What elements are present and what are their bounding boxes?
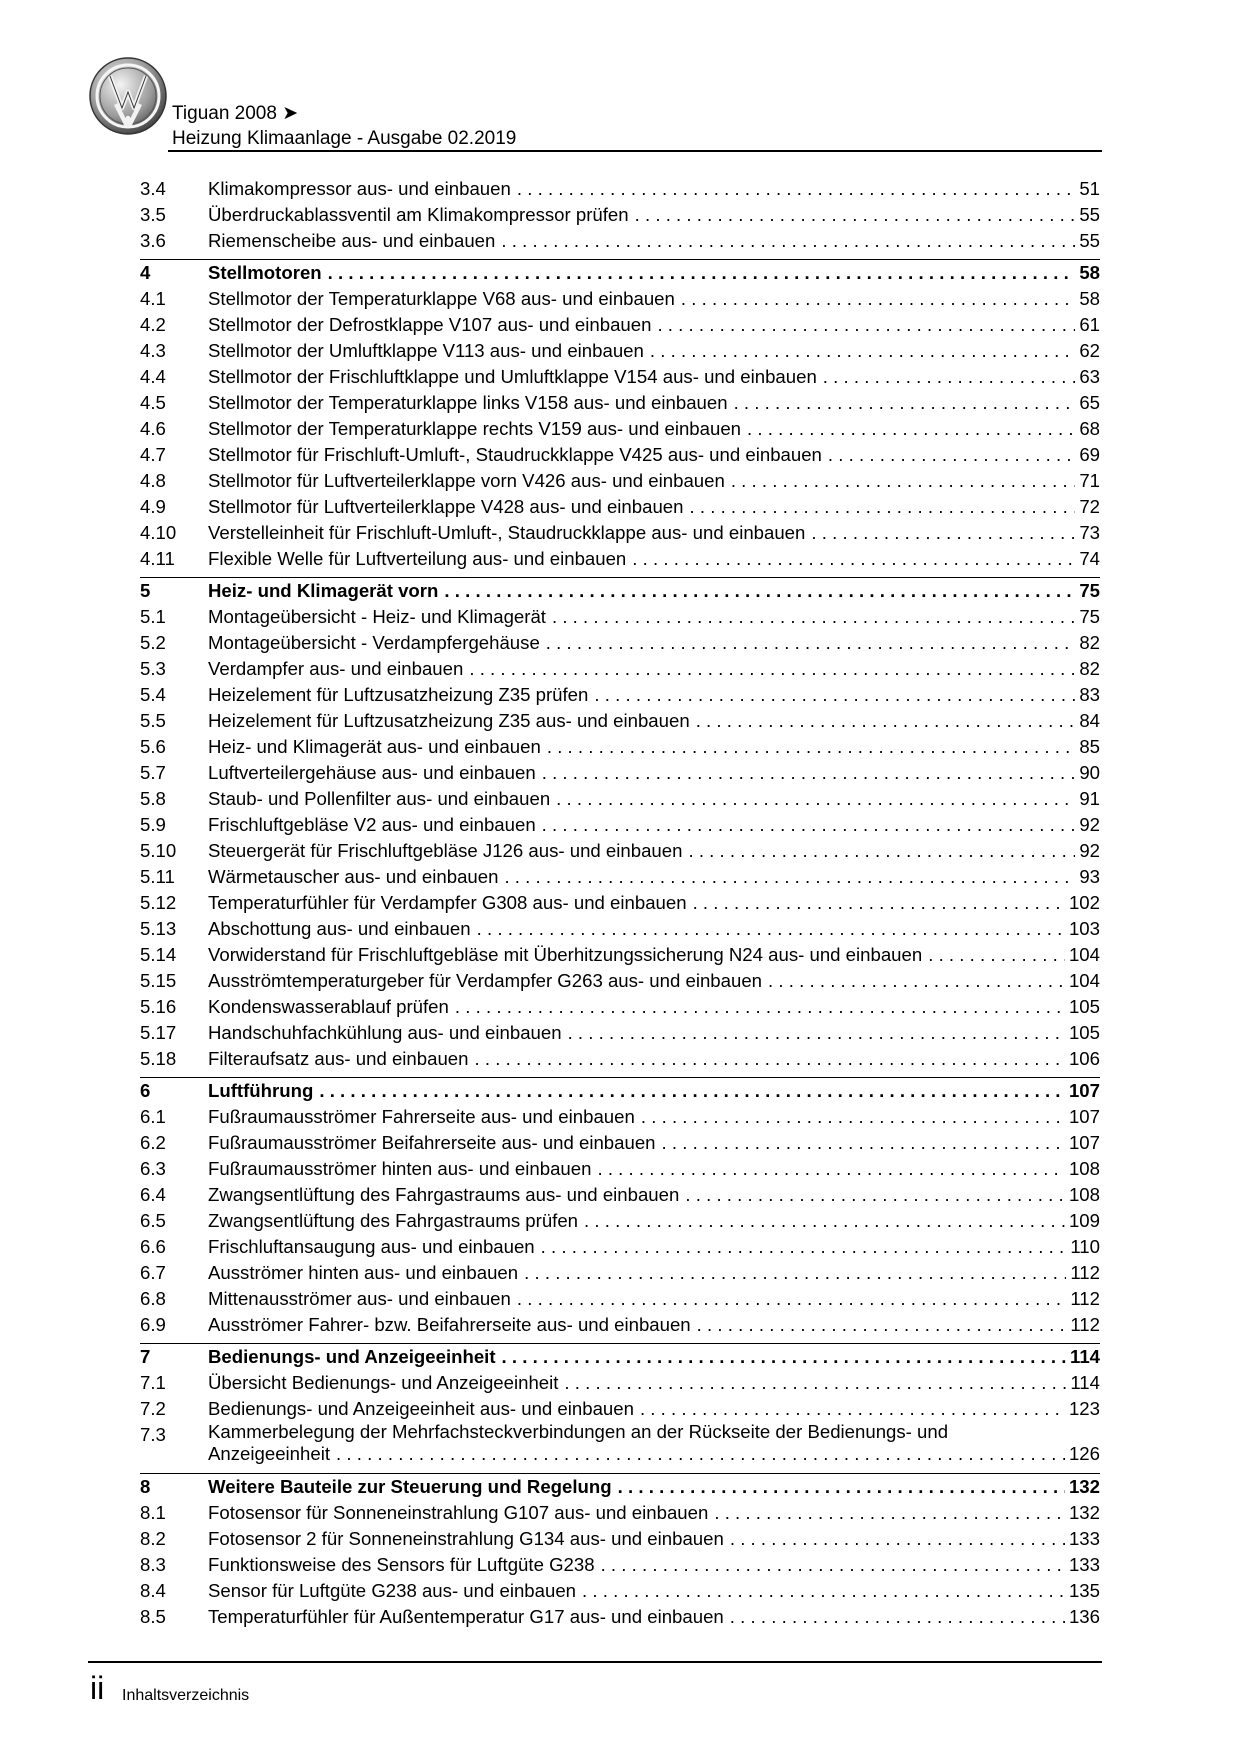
toc-entry-title: Stellmotor für Luftverteilerklappe vorn V426 aus- und einbauen xyxy=(208,468,731,494)
toc-entry-number: 6.1 xyxy=(140,1106,166,1127)
toc-entry-page: 107 xyxy=(1065,1104,1100,1130)
toc-leader-dots xyxy=(504,864,1075,890)
toc-entry-number: 5.17 xyxy=(140,1022,177,1043)
header-divider xyxy=(168,150,1102,152)
toc-entry-title: Heiz- und Klimagerät vorn xyxy=(208,578,444,604)
toc-entry-title: Stellmotor der Temperaturklappe links V158 aus- und einbauen xyxy=(208,390,734,416)
toc-entry-title: Frischluftgebläse V2 aus- und einbauen xyxy=(208,812,542,838)
toc-entry-page: 112 xyxy=(1066,1286,1100,1312)
toc-entry-page: 112 xyxy=(1066,1312,1100,1338)
toc-entry-number: 5.6 xyxy=(140,736,166,757)
toc-entry-number: 5 xyxy=(140,580,151,601)
toc-entry-number: 4.1 xyxy=(140,288,166,309)
toc-entry-title: Kondenswasserablauf prüfen xyxy=(208,994,455,1020)
toc-chapter-entry[interactable] xyxy=(140,1343,1100,1370)
toc-entry[interactable] xyxy=(140,228,1100,254)
toc-entry[interactable] xyxy=(140,786,1100,812)
toc-leader-dots xyxy=(650,338,1075,364)
toc-entry-page: 55 xyxy=(1075,228,1100,254)
toc-entry-page: 90 xyxy=(1075,760,1100,786)
toc-entry-title: Stellmotor der Temperaturklappe rechts V159 aus- und einbauen xyxy=(208,416,747,442)
toc-entry[interactable] xyxy=(140,468,1100,494)
toc-entry-page: 107 xyxy=(1065,1130,1100,1156)
toc-leader-dots xyxy=(517,176,1075,202)
toc-entry-number: 5.10 xyxy=(140,840,177,861)
toc-entry-page: 136 xyxy=(1065,1604,1100,1630)
toc-entry-number: 6.4 xyxy=(140,1184,166,1205)
toc-entry-title: Sensor für Luftgüte G238 aus- und einbauen xyxy=(208,1578,582,1604)
toc-chapter-entry[interactable] xyxy=(140,577,1100,604)
toc-entry-title: Weitere Bauteile zur Steuerung und Regelung xyxy=(208,1474,618,1500)
toc-entry-page: 91 xyxy=(1075,786,1100,812)
toc-entry-page: 112 xyxy=(1066,1260,1100,1286)
toc-entry-title: Frischluftansaugung aus- und einbauen xyxy=(208,1234,541,1260)
footer-section-label: Inhaltsverzeichnis xyxy=(122,1687,250,1704)
toc-entry[interactable] xyxy=(140,1020,1100,1046)
toc-entry-title: Luftführung xyxy=(208,1078,319,1104)
toc-entry-page: 107 xyxy=(1065,1078,1100,1104)
toc-entry-number: 6.5 xyxy=(140,1210,166,1231)
toc-entry-title: Filteraufsatz aus- und einbauen xyxy=(208,1046,474,1072)
toc-entry-title: Funktionsweise des Sensors für Luftgüte G238 xyxy=(208,1552,601,1578)
toc-entry[interactable] xyxy=(140,864,1100,890)
toc-leader-dots xyxy=(501,228,1075,254)
page-header xyxy=(0,0,1240,160)
toc-leader-dots xyxy=(582,1578,1065,1604)
toc-entry-number: 6.8 xyxy=(140,1288,166,1309)
toc-entry-page: 133 xyxy=(1065,1526,1100,1552)
toc-entry-page: 74 xyxy=(1075,546,1100,572)
toc-entry[interactable] xyxy=(140,1104,1100,1130)
toc-entry[interactable] xyxy=(140,286,1100,312)
toc-entry-number: 5.8 xyxy=(140,788,166,809)
toc-entry[interactable] xyxy=(140,1526,1100,1552)
toc-entry-title: Heiz- und Klimagerät aus- und einbauen xyxy=(208,734,547,760)
toc-entry-page: 68 xyxy=(1075,416,1100,442)
toc-entry[interactable] xyxy=(140,656,1100,682)
document-title: Tiguan 2008 ➤ xyxy=(172,103,299,124)
toc-entry-title: Temperaturfühler für Außentemperatur G17 aus- und einbauen xyxy=(208,1604,730,1630)
toc-entry-number: 8.4 xyxy=(140,1580,166,1601)
toc-leader-dots xyxy=(502,1344,1066,1370)
toc-leader-dots xyxy=(618,1474,1065,1500)
toc-leader-dots xyxy=(469,656,1075,682)
toc-entry-page: 71 xyxy=(1075,468,1100,494)
toc-entry-title: Mittenausströmer aus- und einbauen xyxy=(208,1286,517,1312)
toc-entry[interactable] xyxy=(140,1312,1100,1338)
toc-entry-number: 5.16 xyxy=(140,996,177,1017)
toc-entry-title: Stellmotor der Defrostklappe V107 aus- und einbauen xyxy=(208,312,657,338)
toc-entry-number: 8.3 xyxy=(140,1554,166,1575)
toc-entry-page: 73 xyxy=(1075,520,1100,546)
toc-entry-title: Übersicht Bedienungs- und Anzeigeeinheit xyxy=(208,1370,564,1396)
toc-entry-number: 5.15 xyxy=(140,970,177,991)
toc-entry-page: 58 xyxy=(1075,260,1100,286)
toc-leader-dots xyxy=(697,1312,1067,1338)
toc-entry-number: 4.10 xyxy=(140,522,177,543)
toc-leader-dots xyxy=(635,202,1076,228)
toc-entry-title: Stellmotor der Umluftklappe V113 aus- und einbauen xyxy=(208,338,650,364)
toc-entry-number: 8.5 xyxy=(140,1606,166,1627)
vw-logo-icon xyxy=(88,56,168,136)
toc-leader-dots xyxy=(444,578,1075,604)
toc-leader-dots xyxy=(828,442,1075,468)
toc-leader-dots xyxy=(641,1104,1065,1130)
toc-leader-dots xyxy=(714,1500,1065,1526)
toc-leader-dots xyxy=(928,942,1065,968)
toc-entry[interactable] xyxy=(140,202,1100,228)
toc-entry-title: Verstelleinheit für Frischluft-Umluft-, Staudruckklappe aus- und einbauen xyxy=(208,520,811,546)
toc-entry[interactable] xyxy=(140,994,1100,1020)
toc-leader-dots xyxy=(564,1370,1066,1396)
toc-entry[interactable] xyxy=(140,682,1100,708)
toc-leader-dots xyxy=(689,494,1075,520)
toc-entry[interactable] xyxy=(140,546,1100,572)
toc-leader-dots xyxy=(552,604,1075,630)
toc-entry[interactable] xyxy=(140,364,1100,390)
toc-entry-title: Riemenscheibe aus- und einbauen xyxy=(208,228,501,254)
toc-leader-dots xyxy=(455,994,1065,1020)
toc-entry-page: 72 xyxy=(1075,494,1100,520)
toc-entry-number: 5.12 xyxy=(140,892,177,913)
toc-entry[interactable] xyxy=(140,942,1100,968)
toc-entry-number: 7.2 xyxy=(140,1398,166,1419)
toc-entry-page: 105 xyxy=(1065,1020,1100,1046)
toc-entry-number: 8 xyxy=(140,1476,151,1497)
toc-leader-dots xyxy=(681,286,1075,312)
toc-leader-dots xyxy=(597,1156,1065,1182)
toc-entry-title: Zwangsentlüftung des Fahrgastraums prüfen xyxy=(208,1208,584,1234)
toc-leader-dots xyxy=(474,1046,1064,1072)
toc-entry-number: 8.1 xyxy=(140,1502,166,1523)
toc-entry[interactable] xyxy=(140,1578,1100,1604)
toc-entry-number: 4.7 xyxy=(140,444,166,465)
toc-leader-dots xyxy=(768,968,1065,994)
toc-entry-number: 4.9 xyxy=(140,496,166,517)
toc-leader-dots xyxy=(640,1396,1065,1422)
toc-entry[interactable] xyxy=(140,176,1100,202)
toc-leader-dots xyxy=(336,1442,1065,1466)
toc-entry-title: Flexible Welle für Luftverteilung aus- und einbauen xyxy=(208,546,632,572)
toc-entry-number: 6.2 xyxy=(140,1132,166,1153)
toc-entry-number: 4 xyxy=(140,262,151,283)
toc-entry[interactable] xyxy=(140,1156,1100,1182)
toc-entry-title: Fotosensor für Sonneneinstrahlung G107 aus- und einbauen xyxy=(208,1500,714,1526)
toc-entry-page: 62 xyxy=(1075,338,1100,364)
toc-entry-title: Stellmotor für Frischluft-Umluft-, Staudruckklappe V425 aus- und einbauen xyxy=(208,442,828,468)
toc-entry-number: 7.3 xyxy=(140,1424,166,1445)
toc-entry-number: 4.5 xyxy=(140,392,166,413)
toc-entry-page: 108 xyxy=(1065,1182,1100,1208)
toc-entry-page: 75 xyxy=(1075,578,1100,604)
toc-entry-number: 4.6 xyxy=(140,418,166,439)
toc-entry-title: Ausströmer hinten aus- und einbauen xyxy=(208,1260,524,1286)
toc-leader-dots xyxy=(823,364,1076,390)
toc-entry-page: 135 xyxy=(1065,1578,1100,1604)
toc-entry-title: Steuergerät für Frischluftgebläse J126 aus- und einbauen xyxy=(208,838,688,864)
toc-leader-dots xyxy=(696,708,1076,734)
toc-entry-number: 5.4 xyxy=(140,684,166,705)
toc-entry-title: Verdampfer aus- und einbauen xyxy=(208,656,469,682)
toc-entry-title: Montageübersicht - Heiz- und Klimagerät xyxy=(208,604,552,630)
toc-leader-dots xyxy=(731,468,1076,494)
toc-chapter-entry[interactable] xyxy=(140,1473,1100,1500)
toc-entry[interactable] xyxy=(140,968,1100,994)
toc-entry-number: 4.3 xyxy=(140,340,166,361)
toc-entry-title: Abschottung aus- und einbauen xyxy=(208,916,477,942)
toc-entry-title: Stellmotoren xyxy=(208,260,328,286)
toc-entry-page: 104 xyxy=(1065,968,1100,994)
toc-entry[interactable] xyxy=(140,1046,1100,1072)
toc-entry-page: 92 xyxy=(1075,812,1100,838)
toc-entry-title: Luftverteilergehäuse aus- und einbauen xyxy=(208,760,542,786)
toc-entry-number: 5.9 xyxy=(140,814,166,835)
document-subtitle: Heizung Klimaanlage - Ausgabe 02.2019 xyxy=(172,128,517,149)
toc-entry[interactable] xyxy=(140,1552,1100,1578)
toc-entry-number: 7.1 xyxy=(140,1372,166,1393)
toc-entry-title: Zwangsentlüftung des Fahrgastraums aus- und einbauen xyxy=(208,1182,685,1208)
toc-entry[interactable] xyxy=(140,812,1100,838)
footer-page-number: ii xyxy=(90,1670,105,1706)
toc-entry-title: Handschuhfachkühlung aus- und einbauen xyxy=(208,1020,568,1046)
toc-leader-dots xyxy=(657,312,1075,338)
toc-entry-title: Temperaturfühler für Verdampfer G308 aus- und einbauen xyxy=(208,890,693,916)
toc-entry-page: 106 xyxy=(1065,1046,1100,1072)
toc-entry-page: 114 xyxy=(1066,1370,1100,1396)
toc-leader-dots xyxy=(734,390,1076,416)
toc-entry-page: 51 xyxy=(1075,176,1100,202)
toc-entry-title: Staub- und Pollenfilter aus- und einbauen xyxy=(208,786,556,812)
toc-entry-number: 5.3 xyxy=(140,658,166,679)
toc-entry-number: 4.4 xyxy=(140,366,166,387)
toc-entry-number: 6.3 xyxy=(140,1158,166,1179)
toc-entry[interactable] xyxy=(140,630,1100,656)
toc-entry-title-continued: Anzeigeeinheit xyxy=(208,1442,336,1466)
toc-entry-number: 6.9 xyxy=(140,1314,166,1335)
toc-entry-page: 63 xyxy=(1075,364,1100,390)
toc-leader-dots xyxy=(477,916,1065,942)
toc-entry[interactable] xyxy=(140,416,1100,442)
toc-entry-title: Ausströmer Fahrer- bzw. Beifahrerseite aus- und einbauen xyxy=(208,1312,697,1338)
toc-entry[interactable] xyxy=(140,520,1100,546)
toc-entry-page: 82 xyxy=(1075,630,1100,656)
toc-leader-dots xyxy=(811,520,1075,546)
toc-leader-dots xyxy=(328,260,1076,286)
toc-entry-number: 4.11 xyxy=(140,548,175,569)
toc-leader-dots xyxy=(517,1286,1067,1312)
toc-entry[interactable] xyxy=(140,838,1100,864)
toc-leader-dots xyxy=(632,546,1075,572)
toc-entry-page: 123 xyxy=(1065,1396,1100,1422)
toc-entry-title: Fußraumausströmer Beifahrerseite aus- und einbauen xyxy=(208,1130,662,1156)
toc-entry-number: 7 xyxy=(140,1346,151,1367)
toc-leader-dots xyxy=(662,1130,1065,1156)
toc-entry-page: 105 xyxy=(1065,994,1100,1020)
toc-chapter-entry[interactable] xyxy=(140,259,1100,286)
toc-entry-number: 6.7 xyxy=(140,1262,166,1283)
toc-entry[interactable] xyxy=(140,1370,1100,1396)
toc-leader-dots xyxy=(319,1078,1065,1104)
toc-entry-page: 65 xyxy=(1075,390,1100,416)
toc-leader-dots xyxy=(730,1526,1065,1552)
toc-entry[interactable] xyxy=(140,916,1100,942)
toc-leader-dots xyxy=(542,760,1076,786)
toc-entry-page: 92 xyxy=(1075,838,1100,864)
toc-leader-dots xyxy=(541,1234,1067,1260)
toc-leader-dots xyxy=(556,786,1075,812)
toc-entry-page: 83 xyxy=(1075,682,1100,708)
toc-leader-dots xyxy=(685,1182,1065,1208)
toc-entry-number: 5.14 xyxy=(140,944,177,965)
toc-entry[interactable] xyxy=(140,1422,1100,1468)
toc-entry-page: 108 xyxy=(1065,1156,1100,1182)
toc-entry-number: 5.1 xyxy=(140,606,166,627)
toc-entry-number: 8.2 xyxy=(140,1528,166,1549)
toc-entry-number: 3.6 xyxy=(140,230,166,251)
toc-entry-title: Bedienungs- und Anzeigeeinheit xyxy=(208,1344,502,1370)
toc-entry[interactable] xyxy=(140,734,1100,760)
toc-entry-page: 132 xyxy=(1065,1500,1100,1526)
toc-entry-title: Kammerbelegung der Mehrfachsteckverbindungen an der Rückseite der Bedienungs- und xyxy=(208,1421,949,1442)
toc-leader-dots xyxy=(568,1020,1065,1046)
table-of-contents xyxy=(140,176,1100,1630)
toc-leader-dots xyxy=(747,416,1075,442)
toc-entry-page: 58 xyxy=(1075,286,1100,312)
toc-entry-page: 84 xyxy=(1075,708,1100,734)
toc-entry-number: 5.11 xyxy=(140,866,175,887)
toc-entry[interactable] xyxy=(140,442,1100,468)
toc-entry-title: Fußraumausströmer Fahrerseite aus- und einbauen xyxy=(208,1104,641,1130)
toc-entry[interactable] xyxy=(140,604,1100,630)
toc-entry-page: 82 xyxy=(1075,656,1100,682)
toc-entry-page: 85 xyxy=(1075,734,1100,760)
toc-entry[interactable] xyxy=(140,1130,1100,1156)
toc-leader-dots xyxy=(524,1260,1066,1286)
toc-entry-number: 6 xyxy=(140,1080,151,1101)
toc-entry-title: Fußraumausströmer hinten aus- und einbauen xyxy=(208,1156,597,1182)
toc-entry-number: 5.13 xyxy=(140,918,177,939)
toc-leader-dots xyxy=(688,838,1075,864)
toc-entry-title: Stellmotor für Luftverteilerklappe V428 aus- und einbauen xyxy=(208,494,689,520)
toc-entry[interactable] xyxy=(140,338,1100,364)
toc-entry-page: 104 xyxy=(1065,942,1100,968)
toc-entry-page: 69 xyxy=(1075,442,1100,468)
toc-entry-title: Bedienungs- und Anzeigeeinheit aus- und einbauen xyxy=(208,1396,640,1422)
toc-entry[interactable] xyxy=(140,1396,1100,1422)
toc-entry-page: 133 xyxy=(1065,1552,1100,1578)
toc-entry-number: 4.2 xyxy=(140,314,166,335)
toc-entry-page: 103 xyxy=(1065,916,1100,942)
toc-entry-title: Klimakompressor aus- und einbauen xyxy=(208,176,517,202)
toc-entry-page: 102 xyxy=(1065,890,1100,916)
toc-entry-title: Heizelement für Luftzusatzheizung Z35 aus- und einbauen xyxy=(208,708,696,734)
toc-entry[interactable] xyxy=(140,708,1100,734)
toc-entry[interactable] xyxy=(140,1208,1100,1234)
toc-entry-number: 6.6 xyxy=(140,1236,166,1257)
toc-leader-dots xyxy=(584,1208,1065,1234)
toc-chapter-entry[interactable] xyxy=(140,1077,1100,1104)
toc-entry-number: 5.18 xyxy=(140,1048,177,1069)
toc-entry-number: 3.4 xyxy=(140,178,166,199)
toc-leader-dots xyxy=(594,682,1075,708)
toc-entry-page: 109 xyxy=(1065,1208,1100,1234)
toc-entry-number: 5.7 xyxy=(140,762,166,783)
toc-leader-dots xyxy=(546,630,1076,656)
toc-entry-page: 110 xyxy=(1066,1234,1100,1260)
toc-entry[interactable] xyxy=(140,494,1100,520)
toc-entry[interactable] xyxy=(140,1260,1100,1286)
toc-leader-dots xyxy=(547,734,1075,760)
toc-entry-title: Stellmotor der Frischluftklappe und Umluftklappe V154 aus- und einbauen xyxy=(208,364,823,390)
toc-entry-page: 93 xyxy=(1075,864,1100,890)
toc-entry-page: 75 xyxy=(1075,604,1100,630)
toc-entry-page: 114 xyxy=(1066,1344,1100,1370)
toc-entry-title: Ausströmtemperaturgeber für Verdampfer G263 aus- und einbauen xyxy=(208,968,768,994)
toc-entry[interactable] xyxy=(140,1500,1100,1526)
toc-entry[interactable] xyxy=(140,1234,1100,1260)
toc-entry-number: 5.2 xyxy=(140,632,166,653)
toc-leader-dots xyxy=(601,1552,1065,1578)
toc-entry-title: Vorwiderstand für Frischluftgebläse mit Überhitzungssicherung N24 aus- und einbauen xyxy=(208,942,928,968)
toc-entry-title: Wärmetauscher aus- und einbauen xyxy=(208,864,504,890)
toc-entry-title: Stellmotor der Temperaturklappe V68 aus- und einbauen xyxy=(208,286,681,312)
toc-entry-page: 55 xyxy=(1075,202,1100,228)
toc-leader-dots xyxy=(730,1604,1065,1630)
toc-entry-number: 3.5 xyxy=(140,204,166,225)
toc-entry[interactable] xyxy=(140,1182,1100,1208)
toc-entry-title: Heizelement für Luftzusatzheizung Z35 prüfen xyxy=(208,682,594,708)
toc-entry[interactable] xyxy=(140,312,1100,338)
footer-divider xyxy=(88,1661,1102,1663)
toc-entry-page: 132 xyxy=(1065,1474,1100,1500)
toc-entry[interactable] xyxy=(140,1286,1100,1312)
toc-entry[interactable] xyxy=(140,390,1100,416)
toc-entry[interactable] xyxy=(140,760,1100,786)
toc-entry-page: 61 xyxy=(1075,312,1100,338)
toc-entry[interactable] xyxy=(140,890,1100,916)
toc-entry-number: 5.5 xyxy=(140,710,166,731)
toc-entry-title: Überdruckablassventil am Klimakompressor prüfen xyxy=(208,202,635,228)
toc-entry-title: Montageübersicht - Verdampfergehäuse xyxy=(208,630,546,656)
toc-leader-dots xyxy=(542,812,1076,838)
toc-leader-dots xyxy=(693,890,1065,916)
toc-entry-number: 4.8 xyxy=(140,470,166,491)
toc-entry-title: Fotosensor 2 für Sonneneinstrahlung G134 aus- und einbauen xyxy=(208,1526,730,1552)
toc-entry[interactable] xyxy=(140,1604,1100,1630)
toc-entry-page: 126 xyxy=(1065,1442,1100,1466)
